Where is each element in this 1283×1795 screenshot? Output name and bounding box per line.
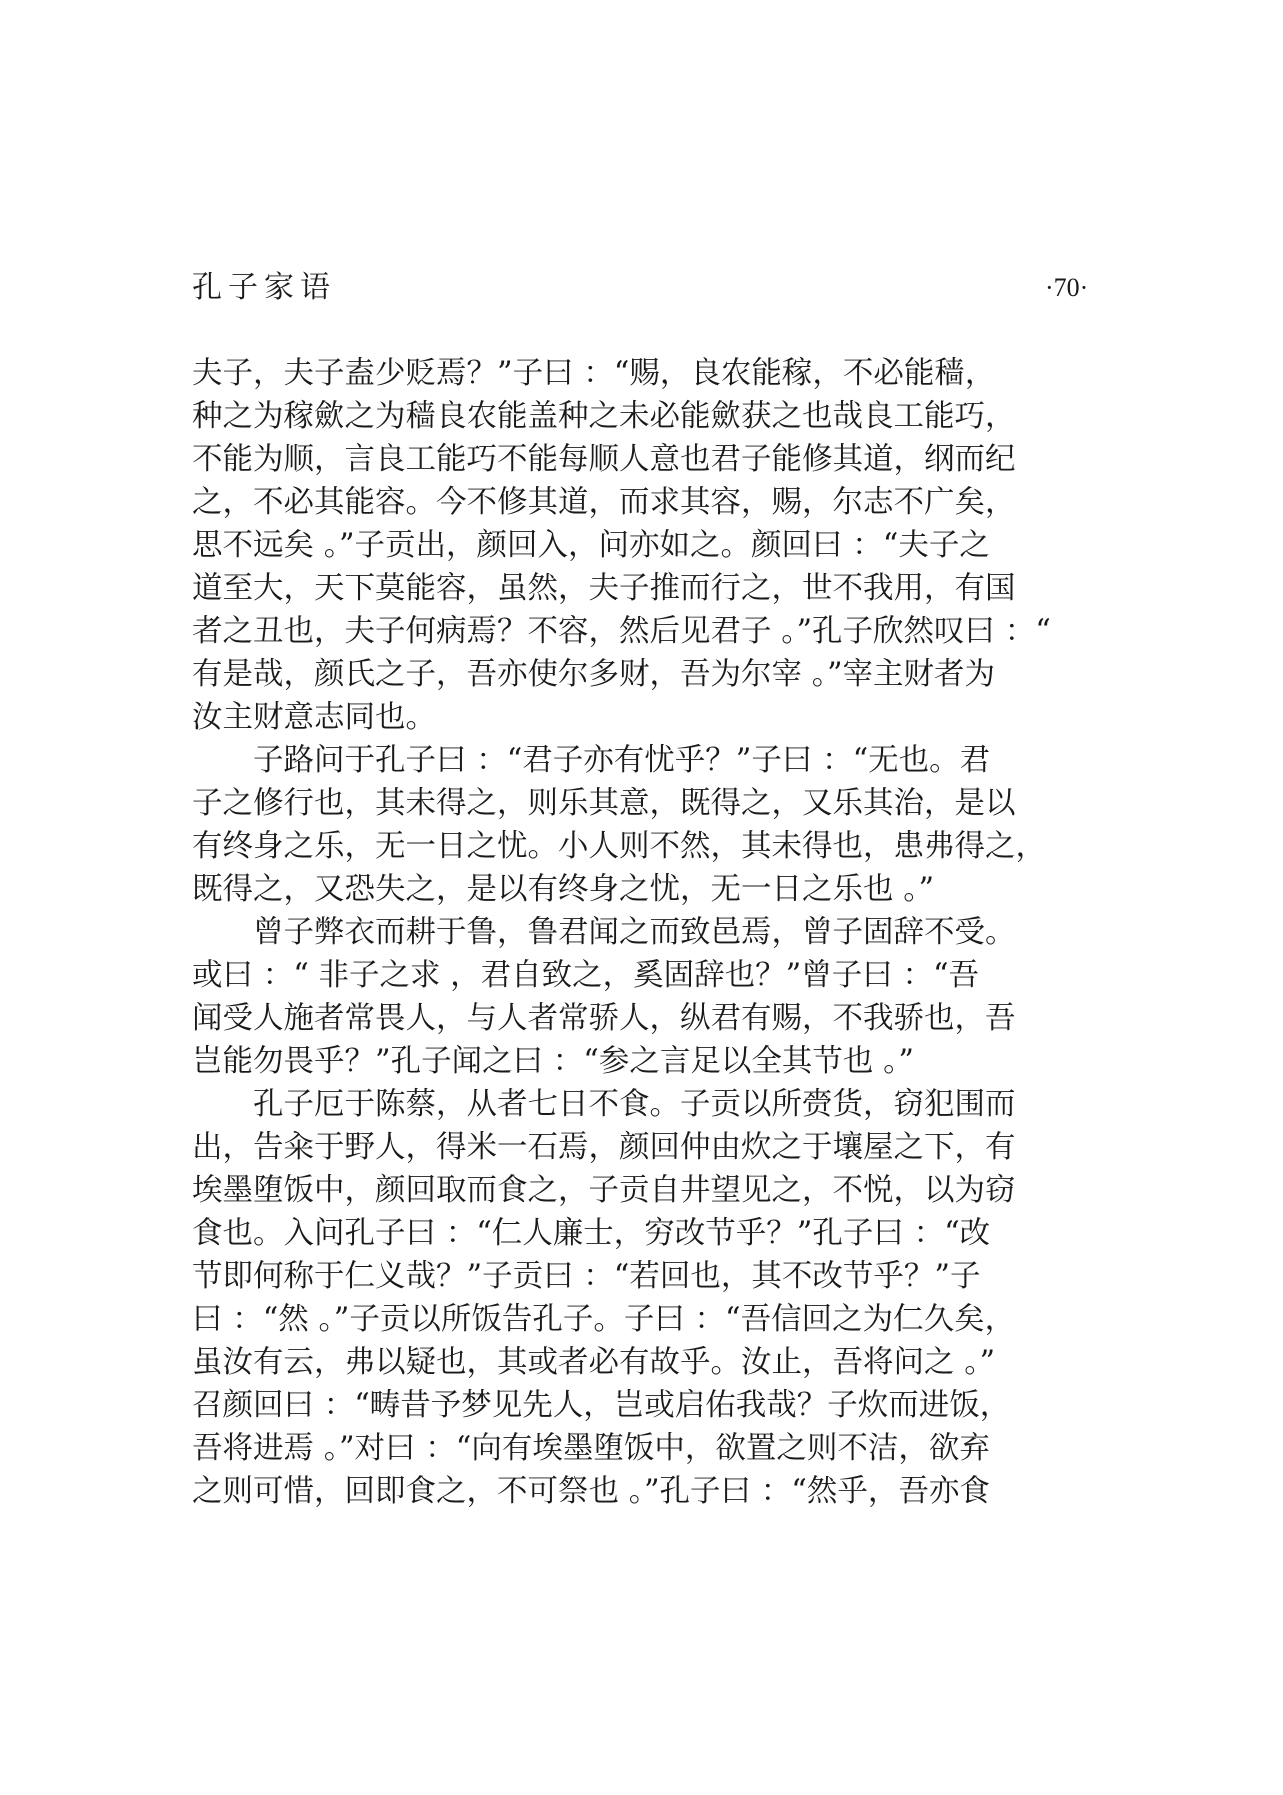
text-line: 者之丑也，夫子何病焉？不容，然后见君子 。”孔子欣然叹曰 ：“ (192, 614, 1051, 649)
text-line: 不能为顺，言良工能巧不能每顺人意也君子能修其道，纲而纪 (192, 442, 1016, 477)
text-line: 有是哉，颜氏之子，吾亦使尔多财，吾为尔宰 。”宰主财者为 (192, 657, 996, 692)
text-line: 曰 ：“然 。”子贡以所饭告孔子。子曰 ：“吾信回之为仁久矣， (192, 1302, 1016, 1337)
text-line: 既得之，又恐失之，是以有终身之忧，无一日之乐也 。” (192, 872, 935, 907)
text-line: 埃墨堕饭中，颜回取而食之，子贡自井望见之，不悦，以为窃 (192, 1173, 1016, 1208)
page-number: ·70· (1045, 273, 1089, 302)
text-line: 虽汝有云，弗以疑也，其或者必有故乎。汝止，吾将问之 。” (192, 1345, 996, 1380)
text-line: 种之为稼歛之为穑良农能盖种之未必能歛获之也哉良工能巧， (192, 399, 1016, 434)
book-title: 孔子家语 (192, 270, 336, 305)
text-line: 子路问于孔子曰 ：“君子亦有忧乎？”子曰 ：“无也。君 (253, 743, 991, 778)
text-line: 或曰 ：“ 非子之求 ，君自致之，奚固辞也？”曾子曰 ：“吾 (192, 958, 980, 993)
text-line: 召颜回曰 ：“畴昔予梦见先人，岂或启佑我哉？子炊而进饭， (192, 1388, 1011, 1423)
text-line: 岂能勿畏乎？”孔子闻之曰 ：“参之言足以全其节也 。” (192, 1044, 914, 1079)
text-line: 曾子弊衣而耕于鲁，鲁君闻之而致邑焉，曾子固辞不受。 (253, 915, 1016, 950)
text-line: 有终身之乐，无一日之忧。小人则不然，其未得也，患弗得之， (192, 829, 1046, 864)
text-line: 子之修行也，其未得之，则乐其意，既得之，又乐其治，是以 (192, 786, 1016, 821)
text-line: 夫子，夫子盍少贬焉？”子曰 ：“赐，良农能稼，不必能穑， (192, 356, 996, 391)
text-line: 孔子厄于陈蔡，从者七日不食。子贡以所赍货，窃犯围而 (253, 1087, 1016, 1122)
body-text (192, 352, 1282, 1513)
text-line: 思不远矣 。”子贡出，颜回入，问亦如之。颜回曰 ：“夫子之 (192, 528, 990, 563)
text-line: 之，不必其能容。今不修其道，而求其容，赐，尔志不广矣， (192, 485, 1016, 520)
text-line: 食也。入问孔子曰 ：“仁人廉士，穷改节乎？”孔子曰 ：“改 (192, 1216, 991, 1251)
text-line: 道至大，天下莫能容，虽然，夫子推而行之，世不我用，有国 (192, 571, 1016, 606)
text-line: 闻受人施者常畏人，与人者常骄人，纵君有赐，不我骄也，吾 (192, 1001, 1016, 1036)
text-line: 吾将进焉 。”对曰 ：“向有埃墨堕饭中，欲置之则不洁，欲弃 (192, 1431, 990, 1466)
text-line: 之则可惜，回即食之，不可祭也 。”孔子曰 ：“然乎，吾亦食 (192, 1474, 990, 1509)
text-line: 节即何称于仁义哉？”子贡曰 ：“若回也，其不改节乎？”子 (192, 1259, 981, 1294)
text-line: 出，告籴于野人，得米一石焉，颜回仲由炊之于壤屋之下，有 (192, 1130, 1016, 1165)
text-line: 汝主财意志同也。 (192, 700, 436, 735)
